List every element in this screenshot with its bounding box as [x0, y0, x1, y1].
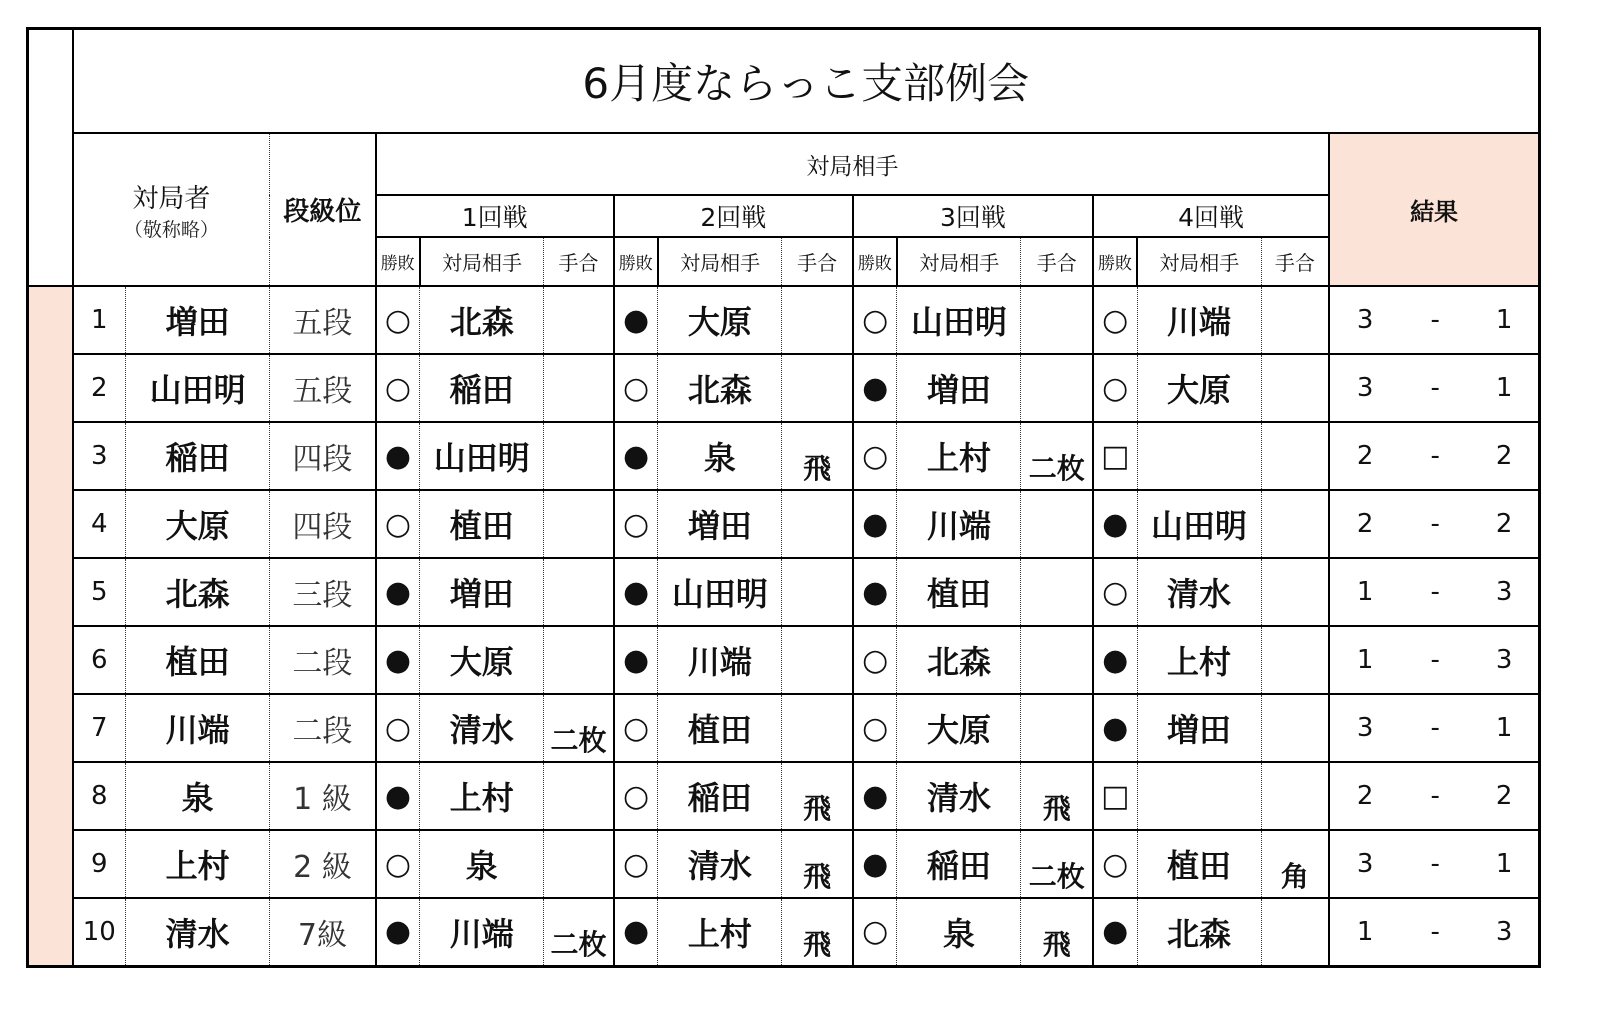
player-rank: 二段	[270, 694, 376, 762]
losses-count: 1	[1470, 354, 1539, 422]
result-dash: -	[1400, 830, 1470, 898]
row-number: 7	[73, 694, 126, 762]
handicap	[1261, 898, 1329, 966]
handicap: 飛	[1021, 898, 1093, 966]
player-note: （敬称略）	[123, 218, 219, 241]
table-row	[28, 898, 1540, 966]
winloss-mark: ○	[1093, 354, 1137, 422]
player-rank: 二段	[270, 626, 376, 694]
round-header-4: 4回戦	[1093, 195, 1329, 237]
table-row	[28, 286, 1540, 354]
winloss-mark: □	[1093, 422, 1137, 490]
player-name: 増田	[126, 286, 270, 354]
winloss-mark: ●	[614, 898, 658, 966]
wins-count: 2	[1329, 490, 1400, 558]
winloss-subheader: 勝敗	[1093, 237, 1137, 286]
handicap-subheader: 手合	[1261, 237, 1329, 286]
opponent-name: 清水	[897, 762, 1021, 830]
opponent-name	[1137, 762, 1261, 830]
winloss-mark: ●	[1093, 898, 1137, 966]
opponent-name: 植田	[1137, 830, 1261, 898]
winloss-mark: ●	[614, 558, 658, 626]
wins-count: 1	[1329, 626, 1400, 694]
winloss-mark: ○	[614, 354, 658, 422]
opponent-name: 山田明	[897, 286, 1021, 354]
result-dash: -	[1400, 354, 1470, 422]
row-number: 9	[73, 830, 126, 898]
winloss-mark: ●	[1093, 490, 1137, 558]
handicap	[1021, 286, 1093, 354]
table-row	[28, 354, 1540, 422]
results-table	[26, 27, 1541, 968]
handicap: 飛	[782, 422, 853, 490]
handicap-subheader: 手合	[782, 237, 853, 286]
handicap-subheader: 手合	[1021, 237, 1093, 286]
winloss-mark: ○	[376, 694, 420, 762]
winloss-mark: ●	[853, 558, 897, 626]
handicap: 飛	[782, 898, 853, 966]
table-row	[28, 762, 1540, 830]
losses-count: 2	[1470, 422, 1539, 490]
winloss-mark: ●	[376, 558, 420, 626]
table-row	[28, 422, 1540, 490]
handicap: 二枚	[544, 898, 614, 966]
opponent-name: 川端	[420, 898, 544, 966]
round-header-2: 2回戦	[614, 195, 853, 237]
handicap: 二枚	[1021, 422, 1093, 490]
opponent-name: 植田	[897, 558, 1021, 626]
losses-count: 1	[1470, 830, 1539, 898]
winloss-mark: ○	[614, 694, 658, 762]
winloss-mark: ○	[614, 490, 658, 558]
winloss-mark: ●	[853, 354, 897, 422]
opponent-name: 山田明	[1137, 490, 1261, 558]
player-label: 対局者	[132, 183, 211, 214]
handicap	[782, 558, 853, 626]
row-number: 4	[73, 490, 126, 558]
table-row	[28, 558, 1540, 626]
wins-count: 1	[1329, 558, 1400, 626]
handicap	[782, 694, 853, 762]
wins-count: 1	[1356, 916, 1374, 947]
opponent-name: 川端	[658, 626, 782, 694]
winloss-mark: ○	[1093, 558, 1137, 626]
winloss-mark: ○	[853, 626, 897, 694]
result-dash: -	[1400, 558, 1470, 626]
row-number: 6	[73, 626, 126, 694]
winloss-mark: □	[1093, 762, 1137, 830]
player-rank: 三段	[270, 558, 376, 626]
wins-count: 3	[1329, 830, 1400, 898]
losses-count: 3	[1470, 558, 1539, 626]
winloss-mark: ○	[376, 354, 420, 422]
result-dash: -	[1400, 762, 1470, 830]
opponent-name: 大原	[658, 286, 782, 354]
table-row	[28, 490, 1540, 558]
round-header-1: 1回戦	[376, 195, 614, 237]
row-number: 1	[73, 286, 126, 354]
winloss-subheader: 勝敗	[614, 237, 658, 286]
opponent-name: 増田	[658, 490, 782, 558]
handicap: 二枚	[1021, 830, 1093, 898]
winloss-mark: ○	[376, 490, 420, 558]
wins-count: 2	[1329, 762, 1400, 830]
handicap	[544, 354, 614, 422]
handicap: 飛	[782, 762, 853, 830]
result-header: 結果	[1329, 133, 1539, 286]
opponent-name: 増田	[897, 354, 1021, 422]
rank-header: 段級位	[270, 133, 376, 286]
winloss-mark: ●	[376, 898, 420, 966]
table-row	[28, 830, 1540, 898]
handicap	[1261, 558, 1329, 626]
winloss-mark: ●	[853, 490, 897, 558]
opponent-name: 北森	[897, 626, 1021, 694]
opponent-name: 山田明	[420, 422, 544, 490]
row-number: 5	[73, 558, 126, 626]
losses-count: 3	[1495, 916, 1513, 947]
winloss-mark: ●	[853, 762, 897, 830]
winloss-mark: ●	[1093, 626, 1137, 694]
player-name: 川端	[126, 694, 270, 762]
handicap	[782, 354, 853, 422]
winloss-mark: ●	[614, 626, 658, 694]
losses-count: 1	[1470, 694, 1539, 762]
round-header-3: 3回戦	[853, 195, 1093, 237]
handicap	[1261, 422, 1329, 490]
opponent-subheader: 対局相手	[658, 237, 782, 286]
row-number: 2	[73, 354, 126, 422]
opponent-name: 清水	[658, 830, 782, 898]
winloss-subheader: 勝敗	[376, 237, 420, 286]
opponent-name: 植田	[658, 694, 782, 762]
result-dash: -	[1400, 422, 1470, 490]
opponent-name: 大原	[897, 694, 1021, 762]
opponent-name: 北森	[658, 354, 782, 422]
opponent-name: 上村	[658, 898, 782, 966]
page-title: 6月度ならっこ支部例会	[73, 29, 1540, 134]
player-rank: 1 級	[270, 762, 376, 830]
handicap	[1021, 490, 1093, 558]
handicap	[1261, 626, 1329, 694]
left-margin-band	[28, 286, 73, 966]
handicap	[544, 490, 614, 558]
handicap: 飛	[782, 830, 853, 898]
losses-count: 2	[1470, 490, 1539, 558]
winloss-mark: ○	[853, 422, 897, 490]
winloss-mark: ●	[376, 762, 420, 830]
player-header	[73, 133, 270, 286]
winloss-mark: ●	[853, 830, 897, 898]
handicap	[1021, 694, 1093, 762]
handicap	[1021, 354, 1093, 422]
opponent-name: 稲田	[897, 830, 1021, 898]
player-rank: 五段	[270, 286, 376, 354]
opponent-name: 大原	[420, 626, 544, 694]
opponent-name: 稲田	[420, 354, 544, 422]
handicap-subheader: 手合	[544, 237, 614, 286]
player-name: 山田明	[126, 354, 270, 422]
winloss-mark: ○	[376, 286, 420, 354]
wins-count: 3	[1329, 694, 1400, 762]
table-row	[28, 626, 1540, 694]
wins-count: 3	[1329, 286, 1400, 354]
winloss-mark: ●	[376, 422, 420, 490]
opponent-subheader: 対局相手	[420, 237, 544, 286]
opponent-name: 植田	[420, 490, 544, 558]
player-name: 泉	[126, 762, 270, 830]
player-name: 上村	[126, 830, 270, 898]
result-dash: -	[1400, 626, 1470, 694]
losses-count: 2	[1470, 762, 1539, 830]
opponent-name: 増田	[1137, 694, 1261, 762]
player-rank: 2 級	[270, 830, 376, 898]
handicap: 二枚	[544, 694, 614, 762]
opponent-name: 泉	[897, 898, 1021, 966]
opponent-name: 泉	[658, 422, 782, 490]
opponent-name: 清水	[1137, 558, 1261, 626]
row-number: 3	[73, 422, 126, 490]
handicap: 角	[1261, 830, 1329, 898]
winloss-mark: ●	[614, 422, 658, 490]
winloss-mark: ○	[614, 762, 658, 830]
player-name: 稲田	[126, 422, 270, 490]
opponent-name: 山田明	[658, 558, 782, 626]
result-dash: -	[1400, 694, 1470, 762]
handicap	[1261, 694, 1329, 762]
opponent-subheader: 対局相手	[1137, 237, 1261, 286]
handicap	[782, 490, 853, 558]
player-rank: 7級	[270, 898, 376, 966]
opponents-group-header: 対局相手	[376, 133, 1329, 195]
player-rank: 五段	[270, 354, 376, 422]
handicap	[544, 830, 614, 898]
winloss-mark: ●	[614, 286, 658, 354]
opponent-name: 上村	[1137, 626, 1261, 694]
handicap	[1261, 490, 1329, 558]
winloss-mark: ○	[376, 830, 420, 898]
opponent-name: 清水	[420, 694, 544, 762]
opponent-name: 上村	[420, 762, 544, 830]
handicap	[1021, 558, 1093, 626]
opponent-name: 大原	[1137, 354, 1261, 422]
handicap	[544, 422, 614, 490]
winloss-mark: ○	[1093, 830, 1137, 898]
opponent-name: 稲田	[658, 762, 782, 830]
left-margin-header	[28, 29, 73, 287]
handicap	[544, 626, 614, 694]
opponent-name: 泉	[420, 830, 544, 898]
opponent-name: 北森	[420, 286, 544, 354]
result-dash: -	[1400, 286, 1470, 354]
row-number: 8	[73, 762, 126, 830]
handicap	[1021, 626, 1093, 694]
winloss-subheader: 勝敗	[853, 237, 897, 286]
handicap	[1261, 286, 1329, 354]
player-rank: 四段	[270, 490, 376, 558]
handicap	[544, 558, 614, 626]
opponent-name: 増田	[420, 558, 544, 626]
handicap	[1261, 354, 1329, 422]
handicap	[544, 762, 614, 830]
winloss-mark: ○	[614, 830, 658, 898]
player-name: 清水	[126, 898, 270, 966]
handicap	[1261, 762, 1329, 830]
winloss-mark: ○	[853, 694, 897, 762]
result-dash: -	[1400, 490, 1470, 558]
player-name: 大原	[126, 490, 270, 558]
row-number: 10	[73, 898, 126, 966]
result-dash: -	[1430, 916, 1440, 947]
handicap	[782, 626, 853, 694]
losses-count: 1	[1470, 286, 1539, 354]
winloss-mark: ○	[853, 898, 897, 966]
losses-count: 3	[1470, 626, 1539, 694]
winloss-mark: ○	[853, 286, 897, 354]
opponent-name: 川端	[1137, 286, 1261, 354]
player-name: 北森	[126, 558, 270, 626]
winloss-mark: ●	[1093, 694, 1137, 762]
handicap	[544, 286, 614, 354]
wins-count: 3	[1329, 354, 1400, 422]
wins-count: 2	[1329, 422, 1400, 490]
handicap: 飛	[1021, 762, 1093, 830]
opponent-name: 川端	[897, 490, 1021, 558]
league-sheet	[26, 27, 1541, 968]
opponent-name: 上村	[897, 422, 1021, 490]
table-row	[28, 694, 1540, 762]
player-rank: 四段	[270, 422, 376, 490]
opponent-name: 北森	[1137, 898, 1261, 966]
winloss-mark: ●	[376, 626, 420, 694]
winloss-mark: ○	[1093, 286, 1137, 354]
opponent-name	[1137, 422, 1261, 490]
player-name: 植田	[126, 626, 270, 694]
handicap	[782, 286, 853, 354]
opponent-subheader: 対局相手	[897, 237, 1021, 286]
